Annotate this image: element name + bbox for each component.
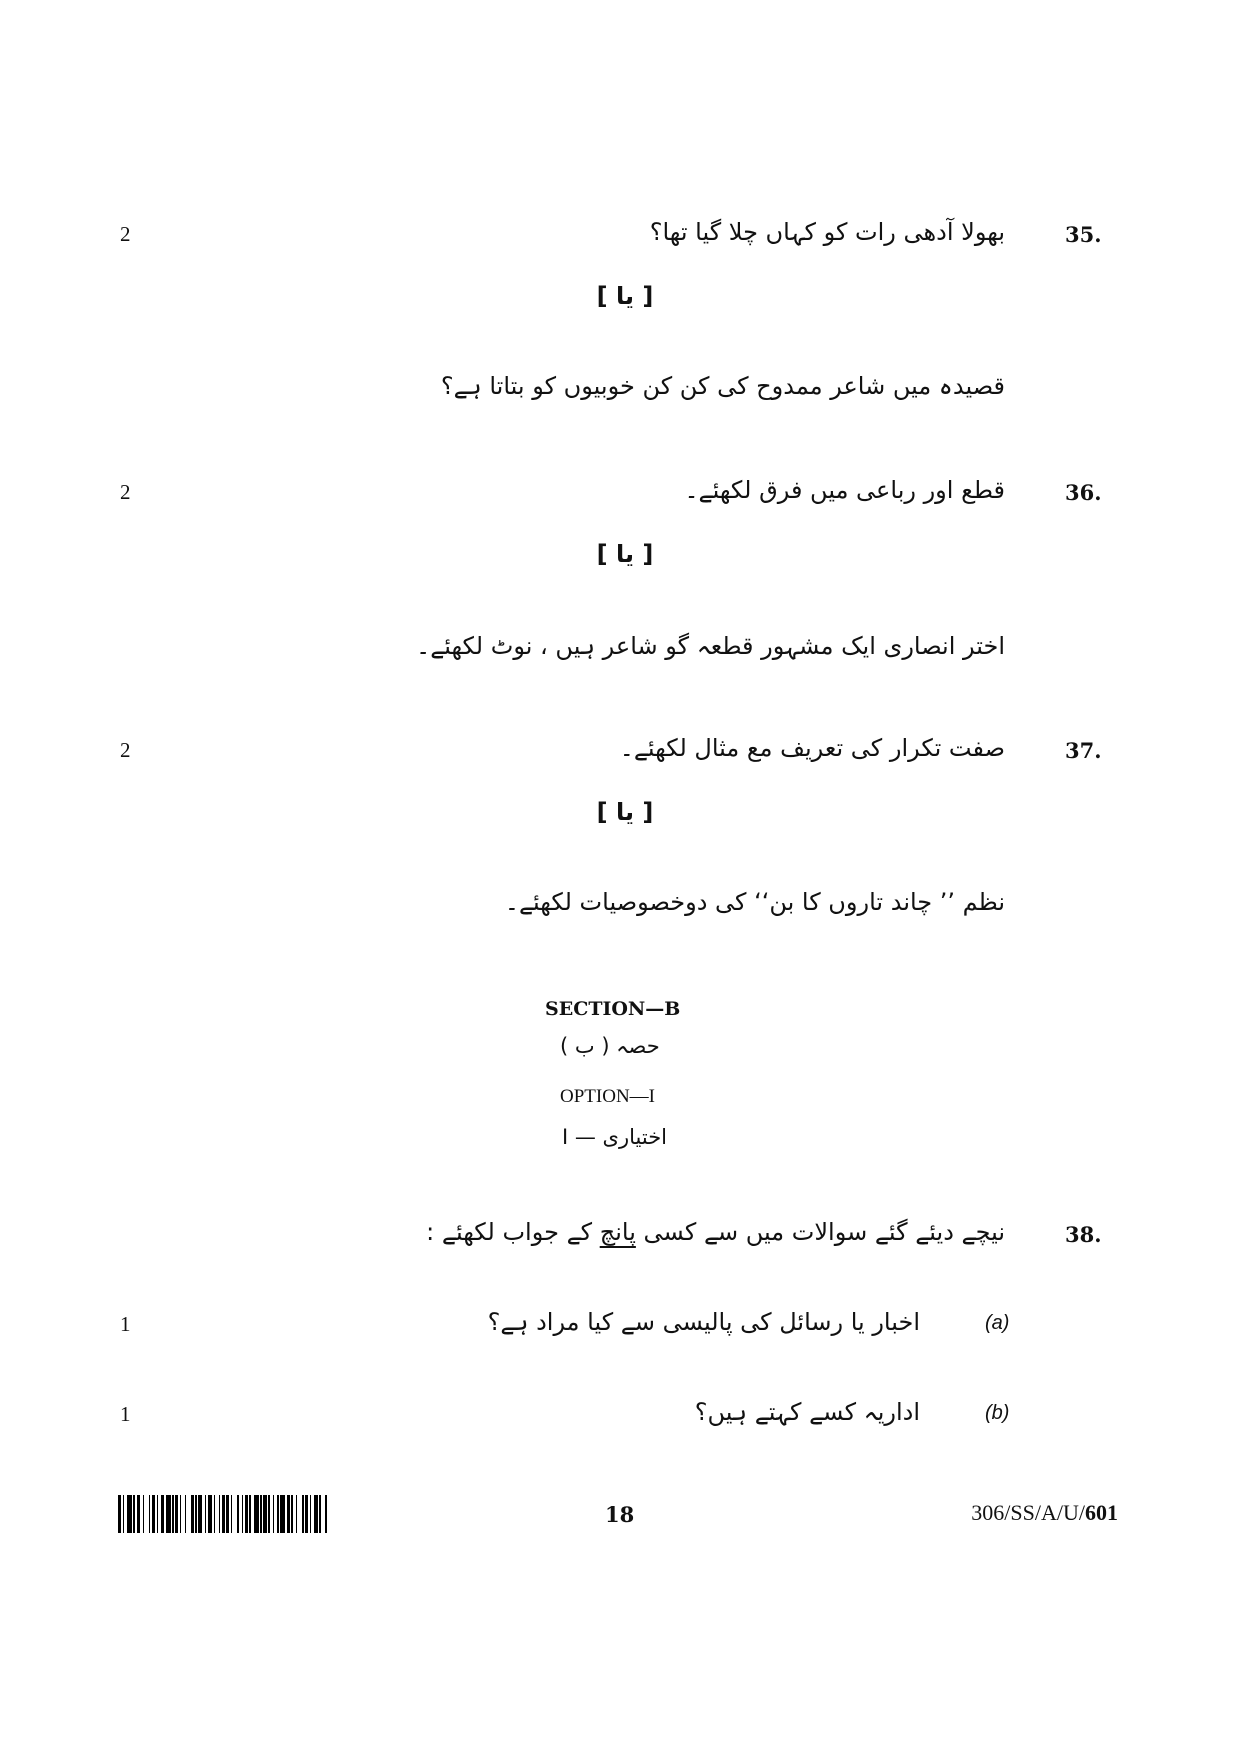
q38-text <box>426 1218 1005 1246</box>
q38b-letter: (b) <box>985 1402 1010 1424</box>
q37-marks: 2 <box>120 738 131 762</box>
page-number: 18 <box>605 1502 635 1527</box>
q35-marks: 2 <box>120 222 131 246</box>
option-label-urdu: اختیاری — I <box>562 1125 668 1149</box>
q35-or-label: [ یا ] <box>596 282 654 310</box>
q38-text-after: کے جواب لکھئے : <box>426 1218 600 1246</box>
q38-text-underlined: پانچ <box>599 1218 636 1246</box>
q35-text: بھولا آدھی رات کو کہاں چلا گیا تھا؟ <box>649 218 1005 246</box>
section-title-urdu: حصہ ( ب ) <box>560 1034 660 1058</box>
q36-text: قطع اور رباعی میں فرق لکھئے۔ <box>684 476 1005 504</box>
q36-number: 36. <box>1065 480 1102 505</box>
option-label: OPTION—I <box>560 1086 655 1107</box>
q35-alt-text: قصیدہ میں شاعر ممدوح کی کن کن خوبیوں کو بتاتا ہے؟ <box>440 372 1005 400</box>
q38a-marks: 1 <box>120 1312 131 1336</box>
paper-code-suffix: 601 <box>1085 1500 1118 1525</box>
q36-alt-text: اختر انصاری ایک مشہور قطعہ گو شاعر ہیں ، نوٹ لکھئے۔ <box>416 632 1005 660</box>
q37-alt-text: نظم ’’ چاند تاروں کا بن‘‘ کی دوخصوصیات لکھئے۔ <box>504 888 1005 916</box>
q38a-letter: (a) <box>985 1312 1010 1334</box>
q37-text: صفت تکرار کی تعریف مع مثال لکھئے۔ <box>619 734 1005 762</box>
section-title: SECTION—B <box>545 998 681 1020</box>
q38-number: 38. <box>1065 1222 1102 1247</box>
paper-code-prefix: 306/SS/A/U/ <box>971 1500 1085 1525</box>
q38a-text: اخبار یا رسائل کی پالیسی سے کیا مراد ہے؟ <box>487 1308 920 1336</box>
q37-number: 37. <box>1065 738 1102 763</box>
q38b-text: اداریہ کسے کہتے ہیں؟ <box>694 1398 920 1426</box>
q36-marks: 2 <box>120 480 131 504</box>
q38b-marks: 1 <box>120 1402 131 1426</box>
q37-or-label: [ یا ] <box>596 798 654 826</box>
paper-code <box>971 1500 1118 1526</box>
q38-text-before: نیچے دیئے گئے سوالات میں سے کسی <box>635 1218 1005 1246</box>
barcode <box>118 1495 438 1533</box>
q35-number: 35. <box>1065 222 1102 247</box>
q36-or-label: [ یا ] <box>596 540 654 568</box>
